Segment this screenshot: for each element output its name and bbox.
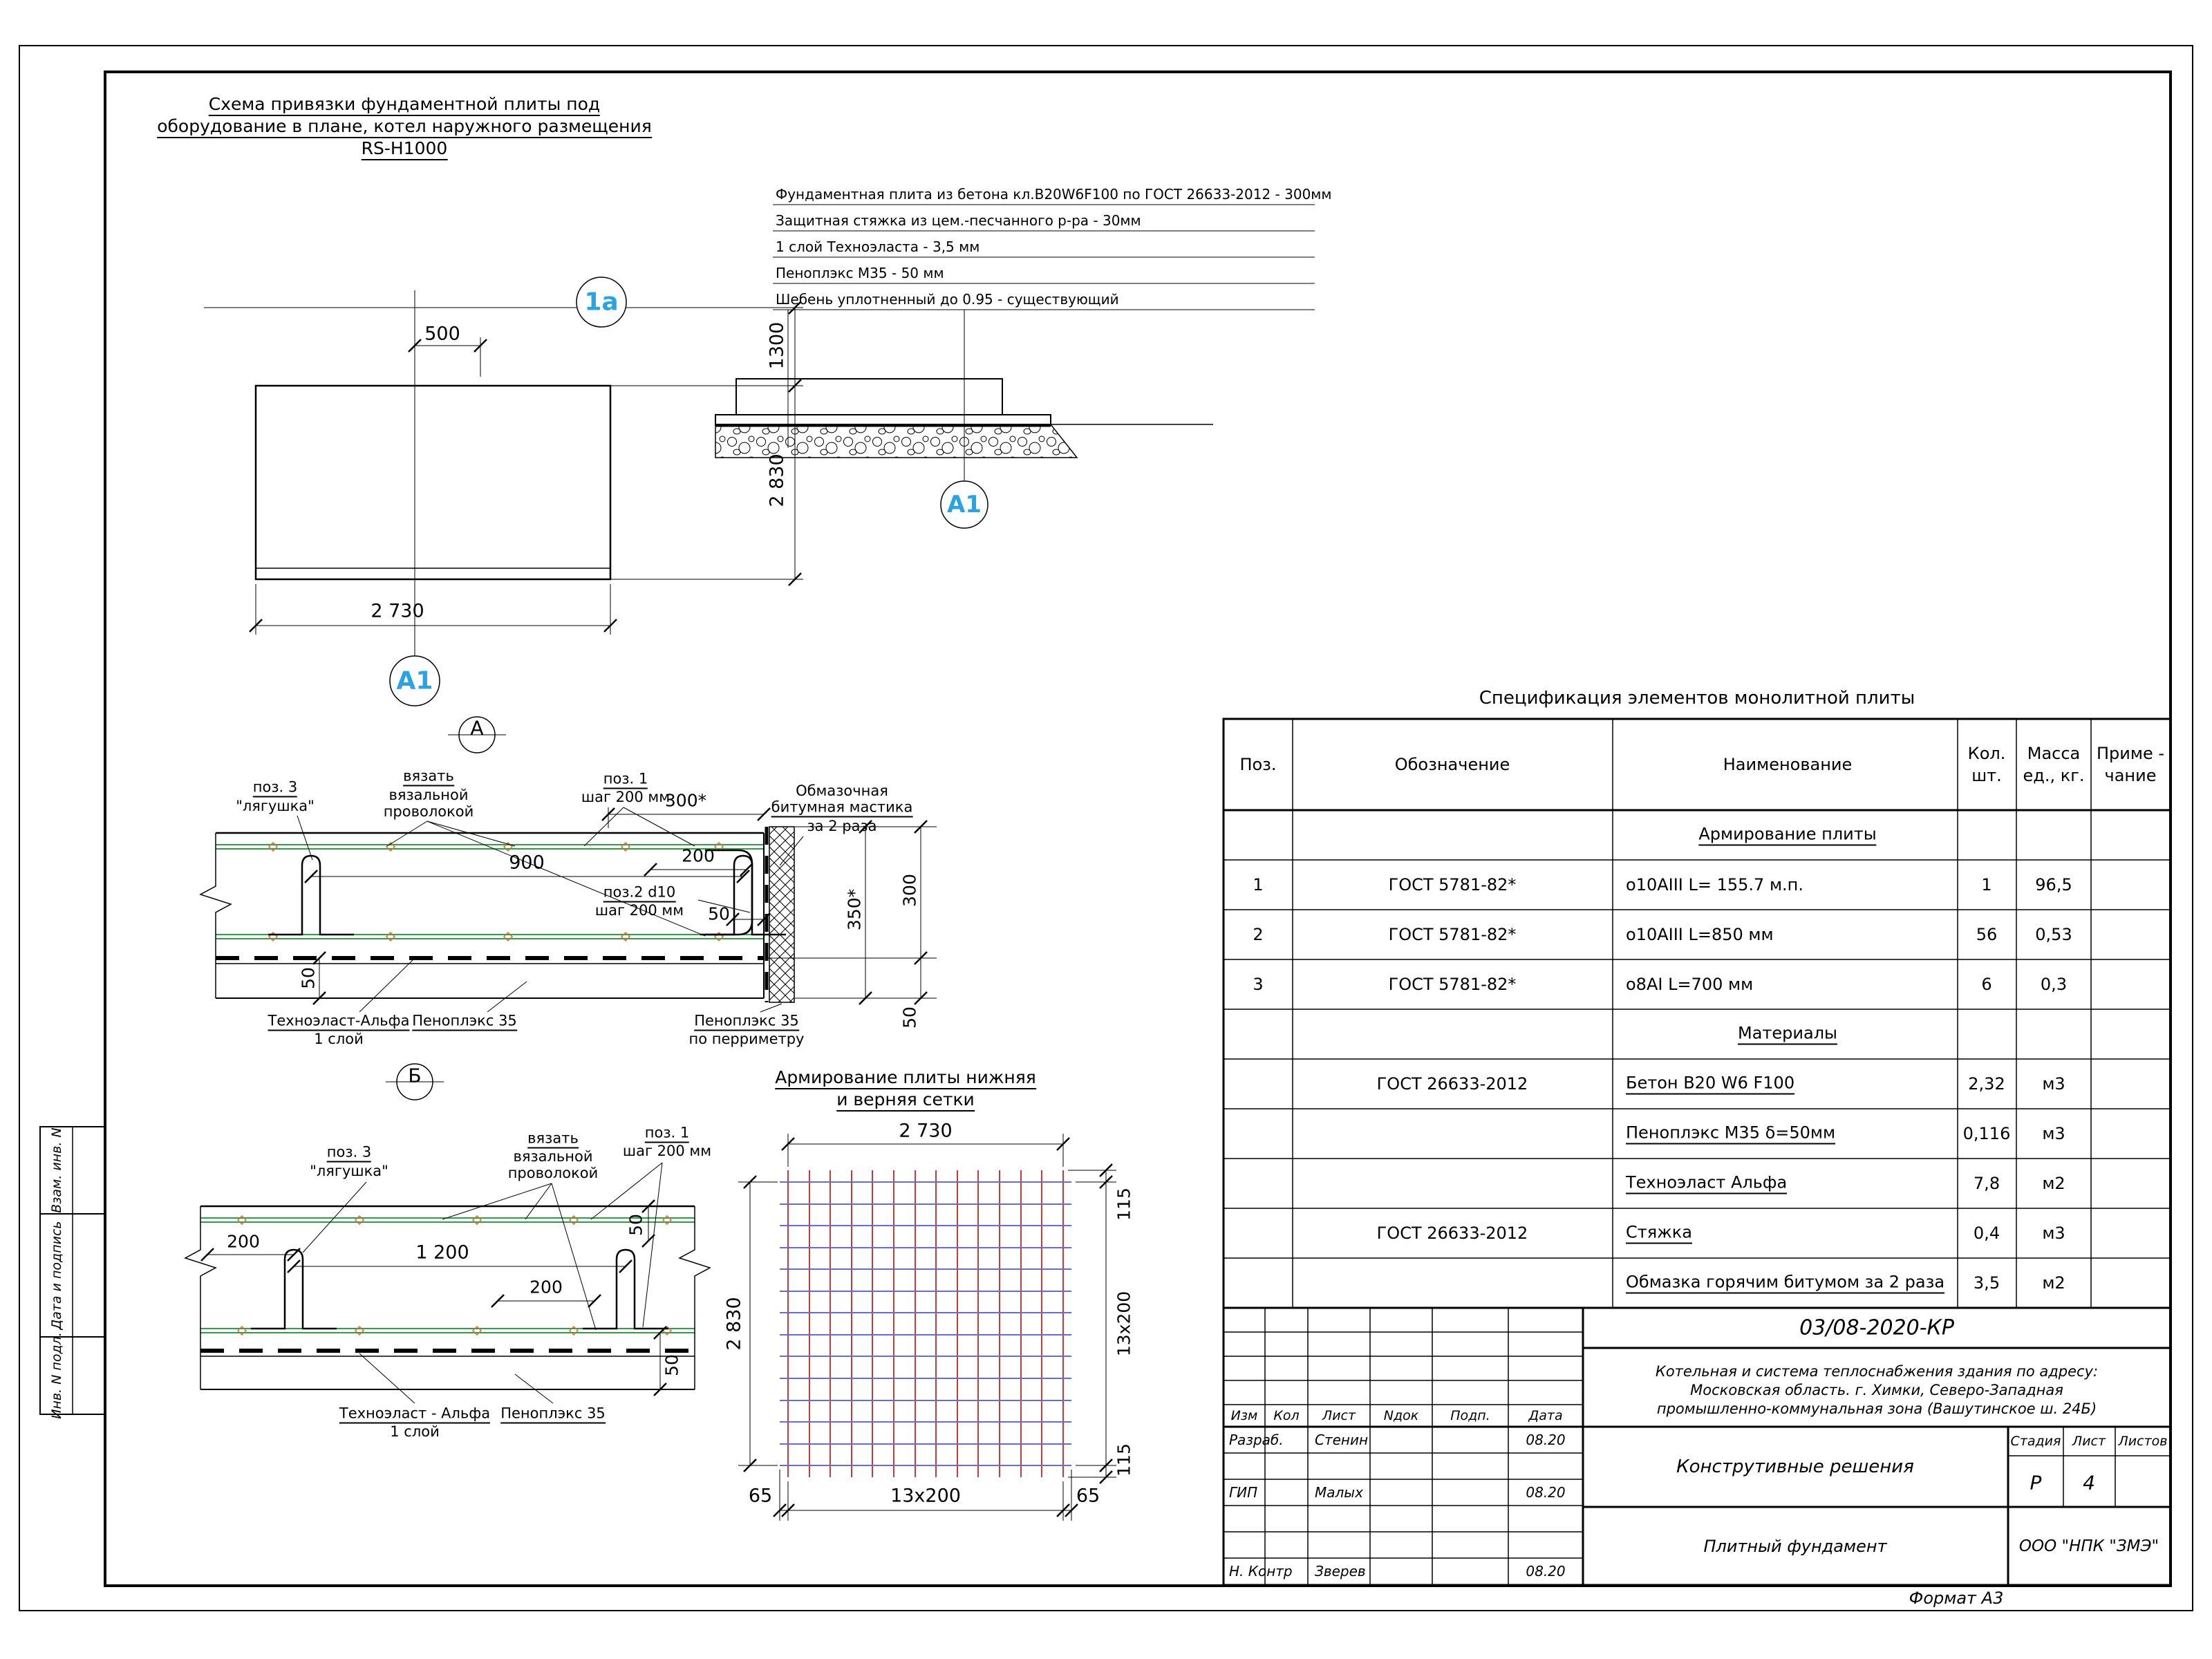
sig-date-nkontr: 08.20 xyxy=(1526,1563,1566,1580)
spec-mat5-qty: 3,5 xyxy=(1973,1273,2000,1293)
spec-row3-pos: 3 xyxy=(1253,975,1264,994)
spec-row1-qty: 1 xyxy=(1981,875,1992,894)
spec-row1-des: ГОСТ 5781-82* xyxy=(1388,875,1517,894)
spec-mat4-unit: м3 xyxy=(2042,1224,2065,1243)
tb-section-title: Конструтивные решения xyxy=(1676,1456,1914,1477)
sb-dim-200a: 200 xyxy=(227,1231,260,1252)
stamp-vzam-inv: Взам. инв. N xyxy=(49,1127,64,1213)
spec-mat3-qty: 7,8 xyxy=(1973,1174,2000,1193)
sb-tehno-line1: Техноэласт - Альфа xyxy=(339,1405,490,1424)
sa-mastic-line1: Обмазочная xyxy=(796,782,888,799)
sb-p1-line2: шаг 200 мм xyxy=(622,1143,712,1159)
spec-mat2-qty: 0,116 xyxy=(1962,1124,2011,1143)
spec-row2-des: ГОСТ 5781-82* xyxy=(1388,925,1517,944)
tb-sheet-header: Лист xyxy=(2072,1434,2106,1449)
format-label: Формат А3 xyxy=(1909,1588,2004,1608)
tb-col-izm: Изм xyxy=(1230,1408,1258,1423)
plan-dim-2730: 2 730 xyxy=(371,600,424,622)
tb-col-podp: Подп. xyxy=(1450,1408,1490,1423)
sb-dim-1200: 1 200 xyxy=(415,1241,469,1264)
sig-role-nkontr: Н. Контр xyxy=(1229,1563,1293,1580)
sa-tehno-line1: Техноэласт-Альфа xyxy=(268,1013,410,1031)
spec-row2-qty: 56 xyxy=(1976,925,1998,944)
tb-col-ndok: Nдок xyxy=(1383,1408,1419,1423)
sig-role-gip: ГИП xyxy=(1229,1484,1258,1501)
layer-callout-3: 1 слой Техноэласта - 3,5 мм xyxy=(776,238,980,255)
spec-header-pos: Поз. xyxy=(1239,755,1277,774)
grid-dim-left: 2 830 xyxy=(723,1297,745,1351)
sa-pos1-line2: шаг 200 мм xyxy=(581,789,671,805)
sa-dim-50r: 50 xyxy=(899,1006,920,1029)
spec-row1-pos: 1 xyxy=(1253,875,1264,894)
project-line2: Московская область. г. Химки, Северо-Западная xyxy=(1690,1382,2063,1398)
spec-row1-name: о10АIII L= 155.7 м.п. xyxy=(1626,875,1804,894)
grid-dim-13x200r: 13x200 xyxy=(1114,1291,1134,1357)
spec-mat1-name: Бетон В20 W6 F100 xyxy=(1626,1074,1794,1095)
stamp-data-podpis: Дата и подпись xyxy=(49,1221,64,1330)
tb-stage-header: Стадия xyxy=(2010,1434,2061,1449)
spec-mat3-unit: м2 xyxy=(2042,1174,2065,1193)
spec-mat2-name: Пеноплэкс М35 δ=50мм xyxy=(1626,1123,1835,1145)
sb-tehno-line2: 1 слой xyxy=(390,1423,440,1440)
spec-row1-mass: 96,5 xyxy=(2035,875,2072,894)
sig-role-razrab: Разраб. xyxy=(1229,1432,1284,1448)
doc-number: 03/08-2020-КР xyxy=(1799,1315,1954,1340)
layer-callout-1: Фундаментная плита из бетона кл.В20W6F100 по ГОСТ 26633-2012 - 300мм xyxy=(776,186,1332,203)
sa-dim-300s: 300* xyxy=(664,790,707,811)
spec-header-note1: Приме - xyxy=(2096,744,2165,763)
spec-row2-mass: 0,53 xyxy=(2035,925,2072,944)
spec-mat4-name: Стяжка xyxy=(1626,1223,1692,1244)
plan-dim-1300: 1300 xyxy=(766,321,788,370)
sa-mastic-line2: битумная мастика xyxy=(771,799,913,818)
sa-dim-300v: 300 xyxy=(899,874,920,907)
spec-subheader-materials: Материалы xyxy=(1738,1024,1837,1045)
sa-pos1-line1: поз. 1 xyxy=(603,771,648,789)
tb-col-list: Лист xyxy=(1322,1408,1356,1423)
sb-dim-50b: 50 xyxy=(662,1354,682,1376)
tb-sheet-value: 4 xyxy=(2083,1471,2095,1494)
axis-marker-a1-plan: А1 xyxy=(396,666,433,695)
grid-dim-115b: 115 xyxy=(1114,1443,1134,1477)
sa-peno-per-line1: Пеноплэкс 35 xyxy=(694,1013,799,1031)
axis-marker-a1-section: А1 xyxy=(947,491,982,518)
spec-row2-name: о10АIII L=850 мм xyxy=(1626,925,1774,944)
sa-dim-200: 200 xyxy=(682,845,715,866)
plan-title-line2: оборудование в плане, котел наружного размещения xyxy=(157,116,652,138)
section-marker-a: А xyxy=(470,716,484,740)
sb-pos3-line2: "лягушка" xyxy=(310,1163,388,1179)
sa-peno-label: Пеноплэкс 35 xyxy=(412,1013,517,1031)
sig-name-nkontr: Зверев xyxy=(1315,1563,1366,1580)
spec-mat1-qty: 2,32 xyxy=(1968,1074,2005,1094)
sb-dim-200b: 200 xyxy=(529,1277,563,1297)
sa-peno-per-line2: по перриметру xyxy=(688,1031,805,1047)
spec-row3-mass: 0,3 xyxy=(2040,975,2068,994)
sig-name-gip: Малых xyxy=(1315,1484,1363,1501)
sa-pos3-line2: "лягушка" xyxy=(236,798,315,814)
section-marker-b: Б xyxy=(408,1064,422,1087)
sa-tie-line1: вязать xyxy=(403,768,454,787)
spec-header-note2: чание xyxy=(2104,766,2157,785)
sa-dim-50l: 50 xyxy=(298,967,319,989)
project-line1: Котельная и система теплоснабжения здания по адресу: xyxy=(1655,1363,2099,1380)
sb-dim-50t: 50 xyxy=(626,1214,646,1236)
grid-dim-115t: 115 xyxy=(1114,1188,1134,1221)
spec-header-qty1: Кол. xyxy=(1967,744,2006,763)
spec-mat5-unit: м2 xyxy=(2042,1273,2065,1293)
tb-object-title: Плитный фундамент xyxy=(1703,1537,1887,1556)
spec-mat1-des: ГОСТ 26633-2012 xyxy=(1376,1074,1528,1094)
sb-p1-line1: поз. 1 xyxy=(645,1125,689,1143)
sb-tie-line3: проволокой xyxy=(507,1165,599,1181)
tb-col-data: Дата xyxy=(1528,1408,1563,1423)
grid-title-line2: и верняя сетки xyxy=(836,1089,975,1112)
sa-dim-900: 900 xyxy=(509,852,545,874)
spec-row2-pos: 2 xyxy=(1253,925,1264,944)
layer-callout-4: Пеноплэкс М35 - 50 мм xyxy=(776,265,944,281)
sig-date-gip: 08.20 xyxy=(1526,1484,1566,1501)
spec-header-name: Наименование xyxy=(1723,755,1853,774)
spec-row3-des: ГОСТ 5781-82* xyxy=(1388,975,1517,994)
sa-tie-line3: проволокой xyxy=(383,803,474,820)
axis-marker-1a: 1a xyxy=(584,288,619,317)
plan-dim-500: 500 xyxy=(424,323,460,345)
spec-header-qty2: шт. xyxy=(1971,766,2002,785)
sig-name-razrab: Стенин xyxy=(1315,1432,1369,1448)
layer-callout-5: Шебень уплотненный до 0.95 - существующий xyxy=(776,291,1119,308)
spec-header-mass1: Масса xyxy=(2027,744,2081,763)
sa-dim-50: 50 xyxy=(708,903,730,924)
sig-date-razrab: 08.20 xyxy=(1526,1432,1566,1448)
spec-mat4-qty: 0,4 xyxy=(1973,1224,2000,1243)
sa-pos3-line1: поз. 3 xyxy=(253,779,297,798)
sa-tehno-line2: 1 слой xyxy=(314,1031,364,1047)
grid-dim-top: 2 730 xyxy=(899,1120,953,1142)
sb-pos3-line1: поз. 3 xyxy=(327,1144,371,1163)
spec-row3-name: о8АI L=700 мм xyxy=(1626,975,1754,994)
sa-dim-350s: 350* xyxy=(844,888,865,931)
stamp-inv-podl: Инв. N подл. xyxy=(49,1332,64,1419)
grid-title-line1: Армирование плиты нижняя xyxy=(775,1067,1036,1089)
spec-header-designation: Обозначение xyxy=(1394,755,1510,774)
grid-dim-65l: 65 xyxy=(748,1485,773,1507)
layer-callout-2: Защитная стяжка из цем.-песчанного р-ра - 30мм xyxy=(776,212,1141,229)
grid-dim-65r: 65 xyxy=(1076,1485,1100,1507)
sb-tie-line2: вязальной xyxy=(513,1148,593,1165)
tb-company: ООО "НПК "ЗМЭ" xyxy=(2018,1537,2159,1555)
plan-title-line1: Схема привязки фундаментной плиты под xyxy=(209,94,600,116)
spec-mat1-unit: м3 xyxy=(2042,1074,2065,1094)
spec-subheader-reinforcement: Армирование плиты xyxy=(1698,825,1876,846)
spec-mat4-des: ГОСТ 26633-2012 xyxy=(1376,1224,1528,1243)
sb-tie-line1: вязать xyxy=(527,1130,579,1149)
sa-pos2-line2: шаг 200 мм xyxy=(594,902,684,919)
spec-mat5-name: Обмазка горячим битумом за 2 раза xyxy=(1626,1273,1944,1294)
tb-sheets-header: Листов xyxy=(2118,1434,2168,1449)
spec-row3-qty: 6 xyxy=(1981,975,1992,994)
sa-mastic-line3: за 2 раза xyxy=(807,818,877,834)
plan-dim-2830: 2 830 xyxy=(766,453,788,507)
spec-title: Спецификация элементов монолитной плиты xyxy=(1479,688,1915,709)
spec-header-mass2: ед., кг. xyxy=(2023,766,2085,785)
sa-tie-line2: вязальной xyxy=(388,787,469,803)
spec-mat2-unit: м3 xyxy=(2042,1124,2065,1143)
tb-stage-value: Р xyxy=(2030,1471,2042,1494)
plan-title-line3: RS-H1000 xyxy=(362,138,448,160)
tb-col-kol: Кол xyxy=(1273,1408,1300,1423)
spec-mat3-name: Техноэласт Альфа xyxy=(1626,1173,1787,1194)
sb-peno-label: Пеноплэкс 35 xyxy=(500,1405,606,1424)
project-line3: промышленно-коммунальная зона (Вашутинское ш. 24Б) xyxy=(1656,1400,2097,1417)
sa-pos2-line1: поз.2 d10 xyxy=(603,884,676,903)
grid-dim-13x200b: 13x200 xyxy=(890,1485,961,1507)
